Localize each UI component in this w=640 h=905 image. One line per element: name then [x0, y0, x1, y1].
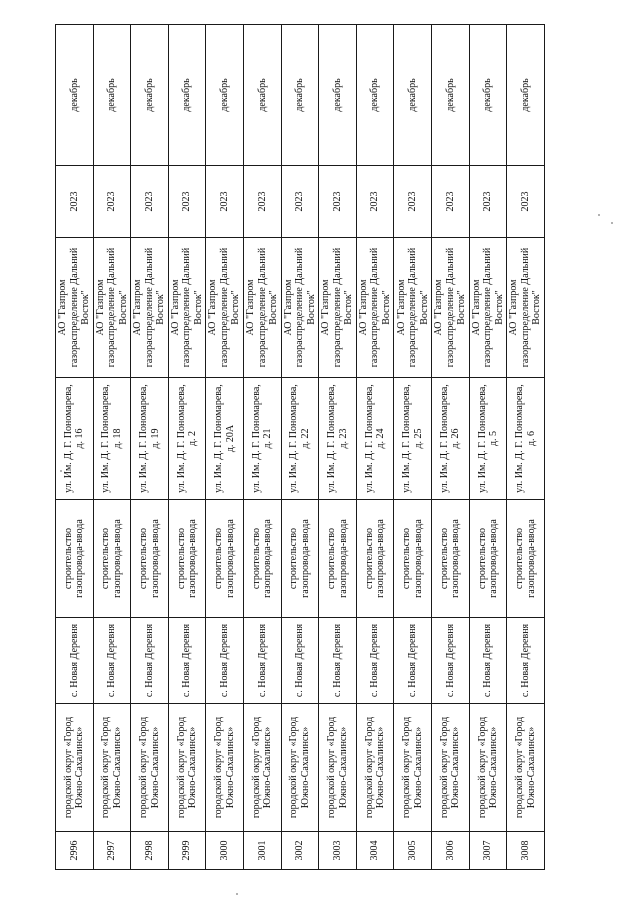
month-cell: декабрь	[394, 25, 432, 166]
year-cell: 2023	[93, 166, 131, 238]
locality-cell: с. Новая Деревня	[244, 618, 282, 704]
work-type-cell: строительство газопровода-ввода	[168, 500, 206, 618]
month-cell: декабрь	[469, 25, 507, 166]
operator-cell: АО "Газпром газораспределение Дальний Восток"	[394, 238, 432, 378]
operator-cell: АО "Газпром газораспределение Дальний Восток"	[507, 238, 545, 378]
work-type-cell: строительство газопровода-ввода	[394, 500, 432, 618]
year-cell: 2023	[432, 166, 470, 238]
address-cell: ул. Им. Д. Г. Пономарева, д. 2	[168, 378, 206, 500]
work-type-cell: строительство газопровода-ввода	[356, 500, 394, 618]
table-row	[432, 25, 470, 870]
work-type-cell: строительство газопровода-ввода	[56, 500, 94, 618]
address-cell: ул. Им. Д. Г. Пономарева, д. 26	[432, 378, 470, 500]
work-type-cell: строительство газопровода-ввода	[469, 500, 507, 618]
district-cell: городской округ «Город Южно-Сахалинск»	[168, 704, 206, 832]
table-row	[469, 25, 507, 870]
table-row	[507, 25, 545, 870]
work-type-cell: строительство газопровода-ввода	[244, 500, 282, 618]
year-cell: 2023	[244, 166, 282, 238]
address-cell: ул. Им. Д. Г. Пономарева, д. 21	[244, 378, 282, 500]
address-cell: ул. Им. Д. Г. Пономарева, д. 19	[131, 378, 169, 500]
district-cell: городской округ «Город Южно-Сахалинск»	[281, 704, 319, 832]
month-cell: декабрь	[319, 25, 357, 166]
address-cell: ул. Им. Д. Г. Пономарева, д. 25	[394, 378, 432, 500]
district-cell: городской округ «Город Южно-Сахалинск»	[356, 704, 394, 832]
row-number: 3001	[244, 832, 282, 870]
operator-cell: АО "Газпром газораспределение Дальний Восток"	[244, 238, 282, 378]
year-cell: 2023	[168, 166, 206, 238]
locality-cell: с. Новая Деревня	[93, 618, 131, 704]
district-cell: городской округ «Город Южно-Сахалинск»	[394, 704, 432, 832]
operator-cell: АО "Газпром газораспределение Дальний Восток"	[56, 238, 94, 378]
year-cell: 2023	[319, 166, 357, 238]
year-cell: 2023	[394, 166, 432, 238]
gas-connection-table	[55, 24, 545, 870]
table-row	[93, 25, 131, 870]
operator-cell: АО "Газпром газораспределение Дальний Восток"	[93, 238, 131, 378]
district-cell: городской округ «Город Южно-Сахалинск»	[131, 704, 169, 832]
year-cell: 2023	[507, 166, 545, 238]
table-row	[206, 25, 244, 870]
scan-speck	[611, 222, 613, 224]
year-cell: 2023	[469, 166, 507, 238]
row-number: 3002	[281, 832, 319, 870]
operator-cell: АО "Газпром газораспределение Дальний Восток"	[168, 238, 206, 378]
locality-cell: с. Новая Деревня	[131, 618, 169, 704]
table-body	[56, 25, 545, 870]
row-number: 3008	[507, 832, 545, 870]
locality-cell: с. Новая Деревня	[432, 618, 470, 704]
address-cell: ул. Им. Д. Г. Пономарева, д. 22	[281, 378, 319, 500]
work-type-cell: строительство газопровода-ввода	[507, 500, 545, 618]
locality-cell: с. Новая Деревня	[469, 618, 507, 704]
table-row	[168, 25, 206, 870]
district-cell: городской округ «Город Южно-Сахалинск»	[206, 704, 244, 832]
month-cell: декабрь	[168, 25, 206, 166]
work-type-cell: строительство газопровода-ввода	[93, 500, 131, 618]
row-number: 3000	[206, 832, 244, 870]
locality-cell: с. Новая Деревня	[356, 618, 394, 704]
operator-cell: АО "Газпром газораспределение Дальний Восток"	[319, 238, 357, 378]
locality-cell: с. Новая Деревня	[206, 618, 244, 704]
scan-speck	[236, 893, 238, 895]
month-cell: декабрь	[244, 25, 282, 166]
address-cell: ул. Им. Д. Г. Пономарева, д. 24	[356, 378, 394, 500]
work-type-cell: строительство газопровода-ввода	[281, 500, 319, 618]
address-cell: ул. Им. Д. Г. Пономарева, д. 16	[56, 378, 94, 500]
work-type-cell: строительство газопровода-ввода	[206, 500, 244, 618]
year-cell: 2023	[356, 166, 394, 238]
month-cell: декабрь	[356, 25, 394, 166]
year-cell: 2023	[131, 166, 169, 238]
year-cell: 2023	[281, 166, 319, 238]
month-cell: декабрь	[131, 25, 169, 166]
month-cell: декабрь	[281, 25, 319, 166]
table-row	[244, 25, 282, 870]
row-number: 2997	[93, 832, 131, 870]
address-cell: ул. Им. Д. Г. Пономарева, д. 6	[507, 378, 545, 500]
operator-cell: АО "Газпром газораспределение Дальний Восток"	[206, 238, 244, 378]
year-cell: 2023	[206, 166, 244, 238]
work-type-cell: строительство газопровода-ввода	[131, 500, 169, 618]
month-cell: декабрь	[507, 25, 545, 166]
operator-cell: АО "Газпром газораспределение Дальний Восток"	[131, 238, 169, 378]
table-row	[131, 25, 169, 870]
address-cell: ул. Им. Д. Г. Пономарева, д. 18	[93, 378, 131, 500]
table-row	[281, 25, 319, 870]
scan-speck	[598, 214, 600, 216]
address-cell: ул. Им. Д. Г. Пономарева, д. 5	[469, 378, 507, 500]
district-cell: городской округ «Город Южно-Сахалинск»	[56, 704, 94, 832]
table-row	[56, 25, 94, 870]
district-cell: городской округ «Город Южно-Сахалинск»	[319, 704, 357, 832]
row-number: 3007	[469, 832, 507, 870]
address-cell: ул. Им. Д. Г. Пономарева, д. 20А	[206, 378, 244, 500]
address-cell: ул. Им. Д. Г. Пономарева, д. 23	[319, 378, 357, 500]
scan-speck	[60, 470, 62, 472]
locality-cell: с. Новая Деревня	[56, 618, 94, 704]
row-number: 3003	[319, 832, 357, 870]
row-number: 2996	[56, 832, 94, 870]
month-cell: декабрь	[56, 25, 94, 166]
row-number: 2998	[131, 832, 169, 870]
work-type-cell: строительство газопровода-ввода	[432, 500, 470, 618]
row-number: 3005	[394, 832, 432, 870]
operator-cell: АО "Газпром газораспределение Дальний Восток"	[356, 238, 394, 378]
row-number: 3004	[356, 832, 394, 870]
district-cell: городской округ «Город Южно-Сахалинск»	[469, 704, 507, 832]
locality-cell: с. Новая Деревня	[168, 618, 206, 704]
district-cell: городской округ «Город Южно-Сахалинск»	[93, 704, 131, 832]
district-cell: городской округ «Город Южно-Сахалинск»	[244, 704, 282, 832]
locality-cell: с. Новая Деревня	[319, 618, 357, 704]
work-type-cell: строительство газопровода-ввода	[319, 500, 357, 618]
month-cell: декабрь	[206, 25, 244, 166]
month-cell: декабрь	[432, 25, 470, 166]
operator-cell: АО "Газпром газораспределение Дальний Восток"	[432, 238, 470, 378]
locality-cell: с. Новая Деревня	[394, 618, 432, 704]
operator-cell: АО "Газпром газораспределение Дальний Восток"	[281, 238, 319, 378]
table-row	[394, 25, 432, 870]
row-number: 3006	[432, 832, 470, 870]
locality-cell: с. Новая Деревня	[507, 618, 545, 704]
row-number: 2999	[168, 832, 206, 870]
district-cell: городской округ «Город Южно-Сахалинск»	[432, 704, 470, 832]
rotated-table-wrapper	[55, 25, 545, 870]
operator-cell: АО "Газпром газораспределение Дальний Восток"	[469, 238, 507, 378]
year-cell: 2023	[56, 166, 94, 238]
table-row	[319, 25, 357, 870]
district-cell: городской округ «Город Южно-Сахалинск»	[507, 704, 545, 832]
locality-cell: с. Новая Деревня	[281, 618, 319, 704]
month-cell: декабрь	[93, 25, 131, 166]
table-row	[356, 25, 394, 870]
